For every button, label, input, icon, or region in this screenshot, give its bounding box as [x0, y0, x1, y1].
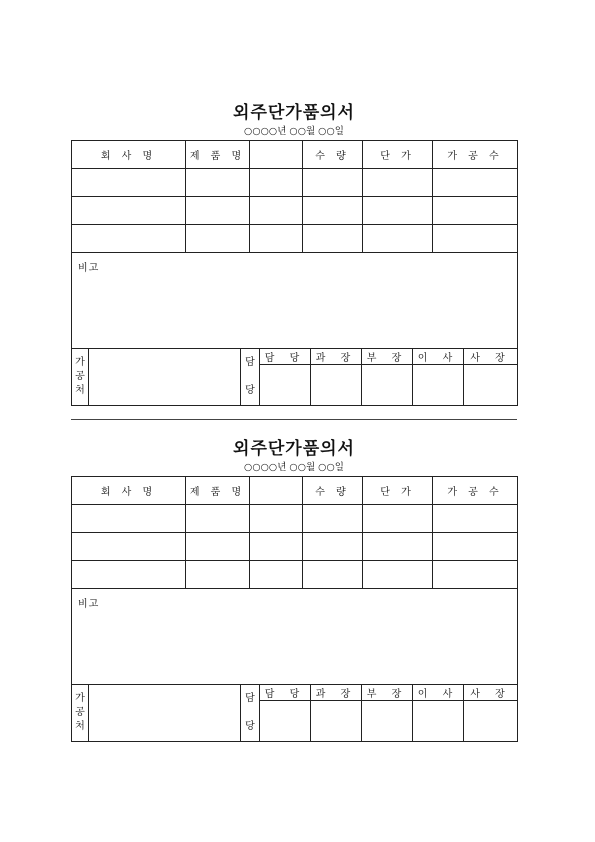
item-table: [71, 476, 518, 685]
cell-input[interactable]: [433, 225, 518, 253]
cell-input[interactable]: [72, 533, 186, 561]
sign-role-director: 이 사: [413, 349, 464, 365]
cell-input[interactable]: [303, 197, 363, 225]
cell-input[interactable]: [433, 505, 518, 533]
processor-label: 가 공 처: [72, 349, 89, 406]
remark-field[interactable]: [72, 253, 518, 349]
signature-table: [71, 348, 518, 406]
approval-form-2: [71, 437, 517, 742]
header-company: 회 사 명: [72, 141, 186, 169]
cell-input[interactable]: [363, 169, 433, 197]
table-row: [72, 505, 518, 533]
cell-input[interactable]: [186, 505, 250, 533]
cell-input[interactable]: [433, 197, 518, 225]
header-quantity: 수 량: [303, 477, 363, 505]
remark-field[interactable]: [72, 589, 518, 685]
cell-input[interactable]: [433, 169, 518, 197]
cell-input[interactable]: [363, 225, 433, 253]
cell-input[interactable]: [250, 533, 303, 561]
table-row: [72, 169, 518, 197]
cell-input[interactable]: [250, 169, 303, 197]
sign-role-dept-head: 부 장: [362, 685, 413, 701]
form-title: 외주단가품의서: [233, 439, 355, 459]
remark-label: 비고: [78, 599, 100, 610]
header-row: [72, 141, 518, 169]
signature-box[interactable]: [311, 365, 362, 406]
processor-field[interactable]: [89, 349, 241, 406]
section-divider: [71, 419, 517, 420]
processor-field[interactable]: [89, 685, 241, 742]
signature-box[interactable]: [362, 701, 413, 742]
signature-box[interactable]: [311, 701, 362, 742]
cell-input[interactable]: [363, 561, 433, 589]
cell-input[interactable]: [186, 561, 250, 589]
header-product: 제 품 명: [186, 477, 250, 505]
cell-input[interactable]: [303, 169, 363, 197]
cell-input[interactable]: [72, 505, 186, 533]
header-row: [72, 477, 518, 505]
cell-input[interactable]: [250, 225, 303, 253]
cell-input[interactable]: [303, 505, 363, 533]
signature-box[interactable]: [260, 365, 311, 406]
cell-input[interactable]: [72, 197, 186, 225]
sign-role-section-chief: 과 장: [311, 685, 362, 701]
charge-label: 담 당: [241, 685, 260, 742]
cell-input[interactable]: [303, 225, 363, 253]
form-date: ○○○○년 ○○월 ○○일: [244, 462, 344, 473]
signature-box[interactable]: [260, 701, 311, 742]
header-product: 제 품 명: [186, 141, 250, 169]
signature-box[interactable]: [413, 701, 464, 742]
item-table: [71, 140, 518, 349]
cell-input[interactable]: [433, 533, 518, 561]
processor-label: 가 공 처: [72, 685, 89, 742]
form-title: 외주단가품의서: [233, 103, 355, 123]
table-row: [72, 197, 518, 225]
cell-input[interactable]: [250, 561, 303, 589]
cell-input[interactable]: [363, 533, 433, 561]
sign-role-president: 사 장: [464, 685, 518, 701]
cell-input[interactable]: [72, 561, 186, 589]
cell-input[interactable]: [186, 197, 250, 225]
cell-input[interactable]: [303, 533, 363, 561]
sign-role-staff: 담 당: [260, 349, 311, 365]
remark-row: [72, 253, 518, 349]
cell-input[interactable]: [250, 197, 303, 225]
signature-box[interactable]: [464, 701, 518, 742]
header-blank: [250, 141, 303, 169]
cell-input[interactable]: [186, 225, 250, 253]
cell-input[interactable]: [186, 533, 250, 561]
cell-input[interactable]: [72, 169, 186, 197]
cell-input[interactable]: [186, 169, 250, 197]
cell-input[interactable]: [433, 561, 518, 589]
sign-role-president: 사 장: [464, 349, 518, 365]
sign-role-staff: 담 당: [260, 685, 311, 701]
sign-role-section-chief: 과 장: [311, 349, 362, 365]
sign-role-dept-head: 부 장: [362, 349, 413, 365]
header-processing-count: 가 공 수: [433, 477, 518, 505]
remark-label: 비고: [78, 263, 100, 274]
cell-input[interactable]: [250, 505, 303, 533]
cell-input[interactable]: [72, 225, 186, 253]
table-row: [72, 561, 518, 589]
sign-role-director: 이 사: [413, 685, 464, 701]
header-blank: [250, 477, 303, 505]
header-company: 회 사 명: [72, 477, 186, 505]
signature-box[interactable]: [464, 365, 518, 406]
cell-input[interactable]: [303, 561, 363, 589]
header-quantity: 수 량: [303, 141, 363, 169]
signature-box[interactable]: [413, 365, 464, 406]
cell-input[interactable]: [363, 505, 433, 533]
remark-row: [72, 589, 518, 685]
approval-form-1: [71, 101, 517, 406]
table-row: [72, 533, 518, 561]
cell-input[interactable]: [363, 197, 433, 225]
charge-label: 담 당: [241, 349, 260, 406]
header-processing-count: 가 공 수: [433, 141, 518, 169]
signature-table: [71, 684, 518, 742]
header-unit-price: 단 가: [363, 477, 433, 505]
header-unit-price: 단 가: [363, 141, 433, 169]
signature-box[interactable]: [362, 365, 413, 406]
table-row: [72, 225, 518, 253]
form-date: ○○○○년 ○○월 ○○일: [244, 126, 344, 137]
